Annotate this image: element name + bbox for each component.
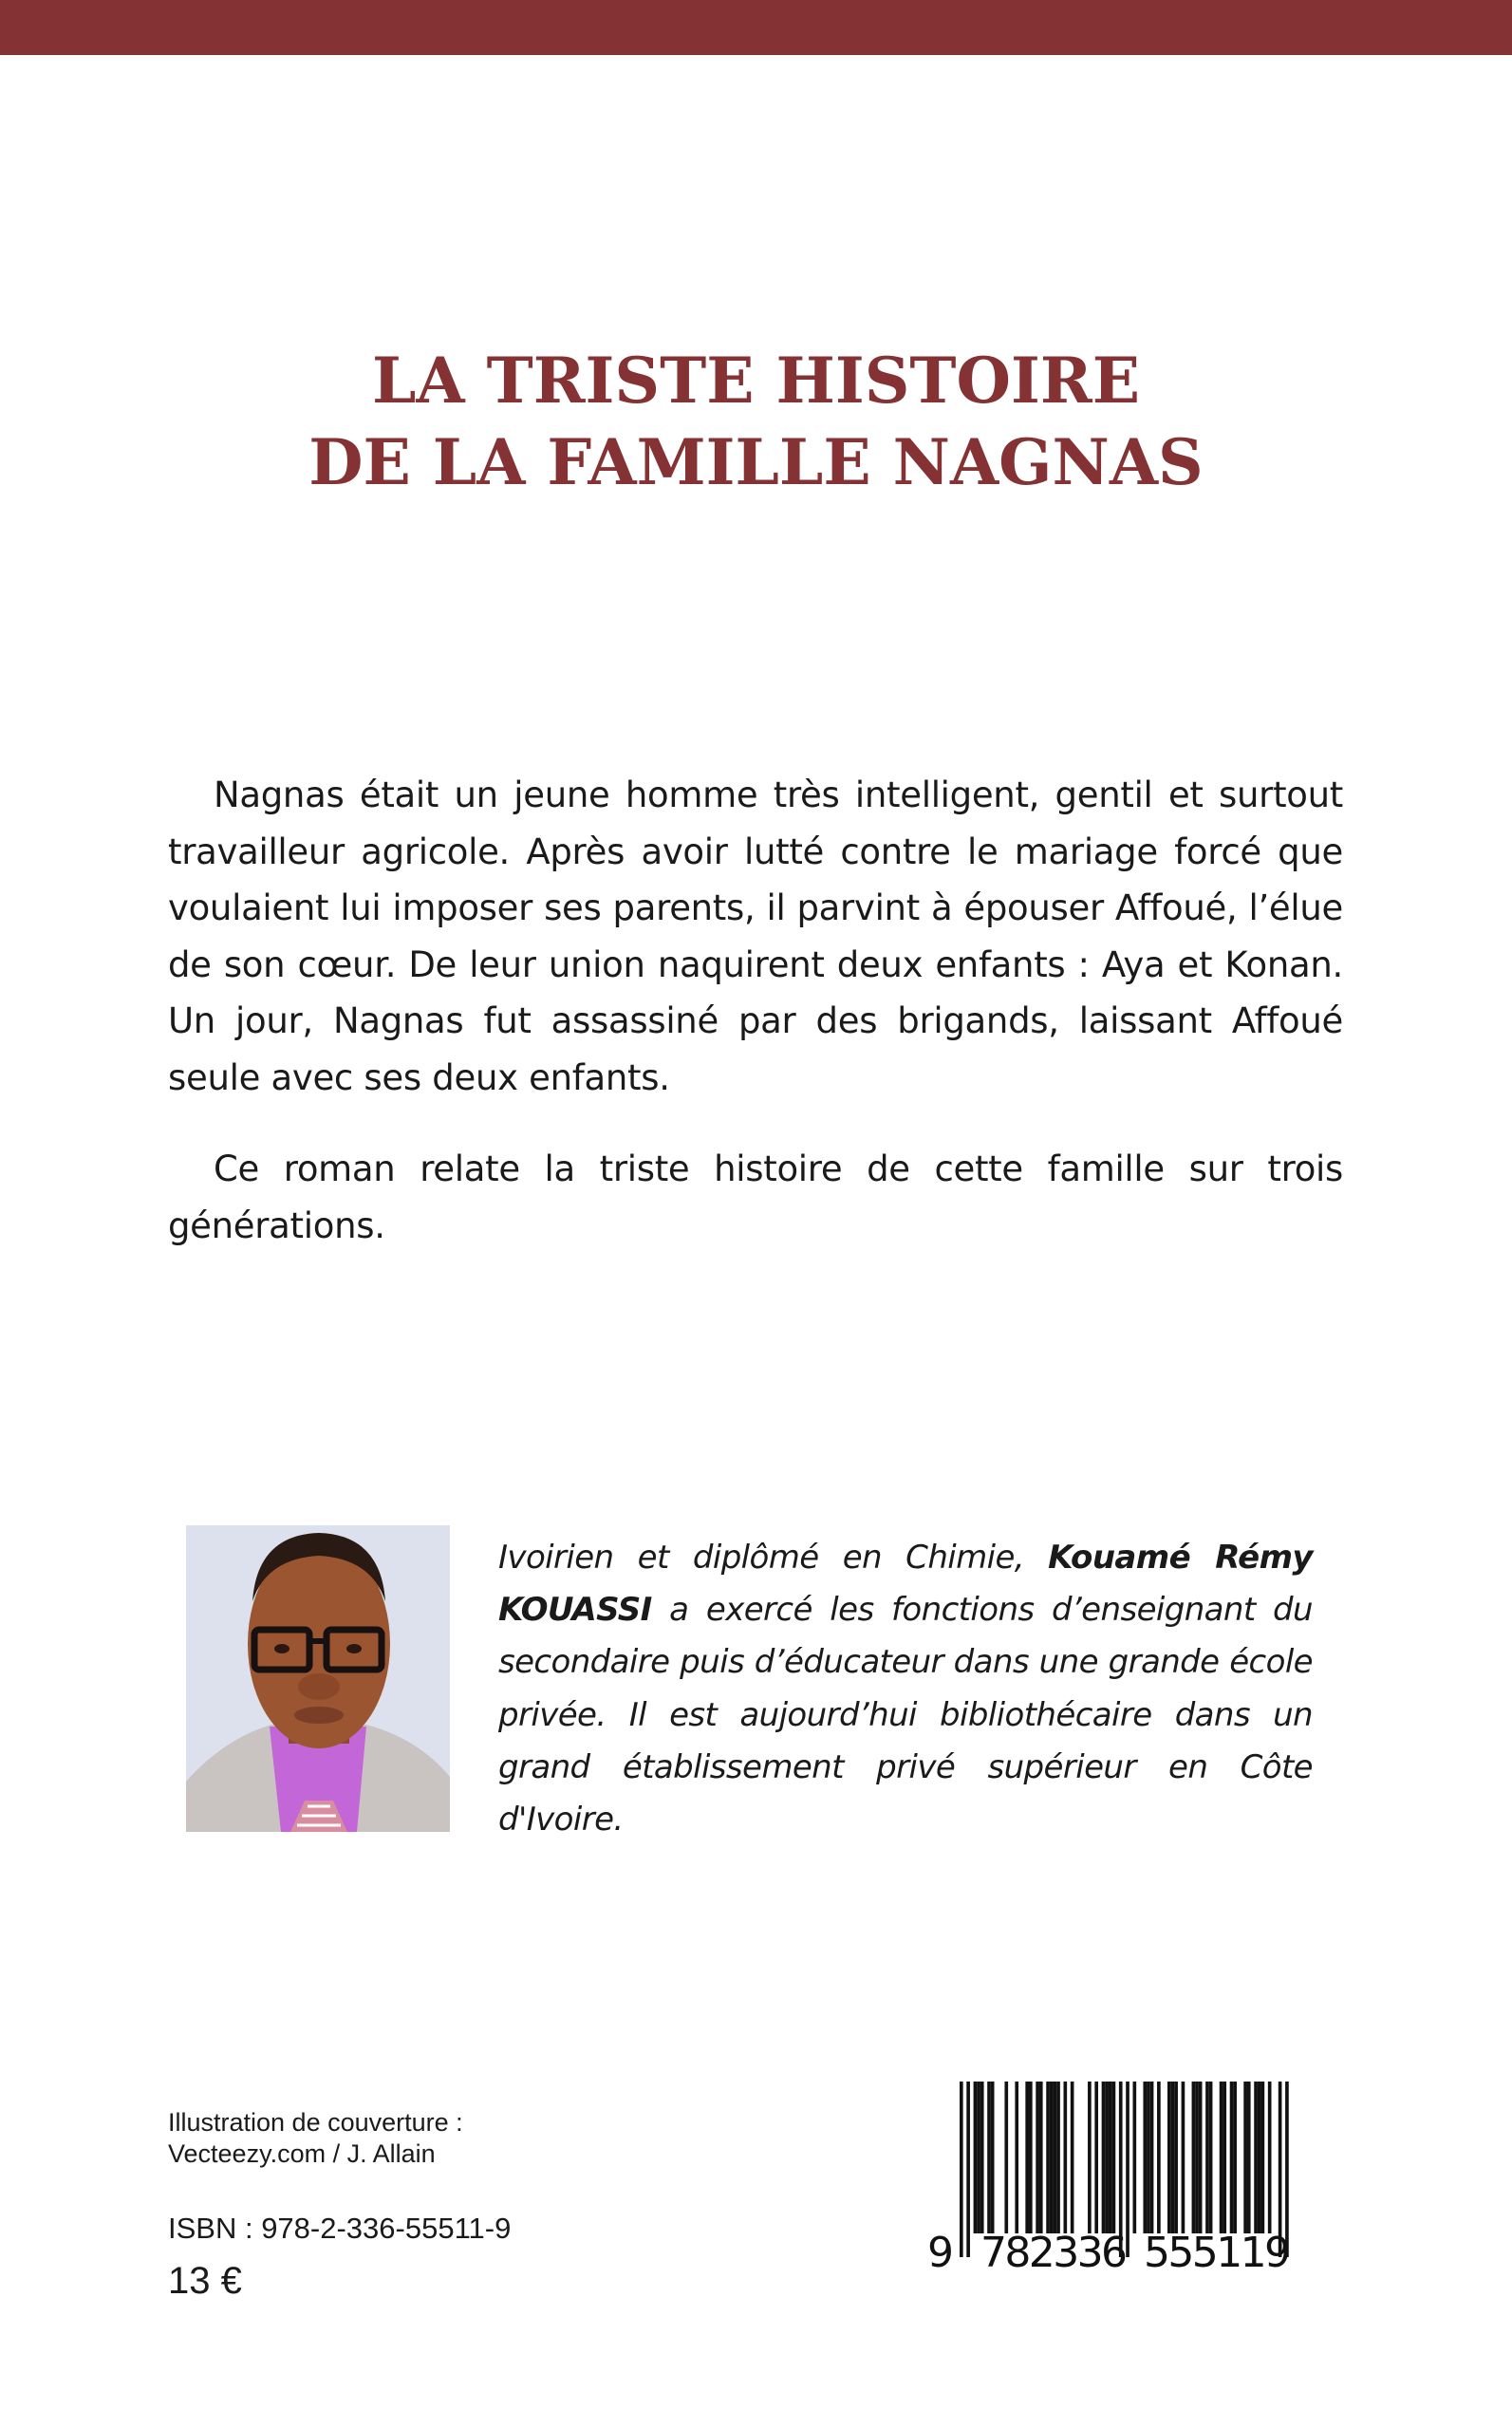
barcode-bar	[1199, 2082, 1203, 2233]
barcode-bar	[987, 2082, 991, 2233]
barcode-bar	[1050, 2082, 1054, 2233]
isbn-number: ISBN : 978-2-336-55511-9	[168, 2212, 512, 2245]
barcode-bar	[1167, 2082, 1171, 2233]
barcode-bar	[1182, 2082, 1185, 2233]
barcode-bar	[1112, 2082, 1116, 2233]
barcode-bar	[1036, 2082, 1039, 2233]
blurb-paragraph-2: Ce roman relate la triste histoire de cette famille sur trois générations.	[168, 1148, 1343, 1246]
barcode-right-group: 555119	[1144, 2229, 1291, 2273]
barcode-left-group: 782336	[980, 2229, 1128, 2273]
credit-label: Illustration de couverture :	[168, 2108, 463, 2137]
barcode-bar	[1015, 2082, 1018, 2233]
author-name: Kouamé Rémy KOUASSI	[498, 1539, 1313, 1630]
barcode-bar	[1147, 2082, 1150, 2233]
barcode-bar	[1220, 2082, 1223, 2233]
isbn-barcode	[925, 2074, 1324, 2273]
price: 13 €	[168, 2260, 242, 2302]
barcode-bar	[1195, 2082, 1199, 2233]
author-portrait-illustration	[186, 1525, 450, 1832]
barcode-bar	[1094, 2082, 1098, 2233]
barcode-bar	[1192, 2082, 1196, 2233]
barcode-bar	[1268, 2082, 1272, 2233]
barcode-bar	[974, 2082, 978, 2233]
barcode-bar	[1254, 2082, 1258, 2233]
barcode-bar	[1230, 2082, 1234, 2233]
barcode-bar	[966, 2082, 970, 2257]
back-cover-blurb	[168, 767, 1343, 1254]
credit-value: Vecteezy.com / J. Allain	[168, 2139, 436, 2168]
barcode-bar	[1029, 2082, 1033, 2233]
barcode-bar	[1233, 2082, 1237, 2233]
barcode-bar	[1056, 2082, 1060, 2233]
top-color-band	[0, 0, 1512, 55]
barcode-bar	[1247, 2082, 1251, 2233]
barcode-bar	[1157, 2082, 1161, 2233]
barcode-bar	[960, 2082, 963, 2257]
barcode-bar	[1054, 2082, 1057, 2233]
barcode-bar	[1143, 2082, 1147, 2233]
barcode-bar	[1088, 2082, 1092, 2233]
barcode-bar	[1102, 2082, 1106, 2233]
barcode-bar	[1109, 2082, 1112, 2233]
bio-intro: Ivoirien et diplômé en Chimie,	[498, 1539, 1049, 1577]
barcode-bar	[1205, 2082, 1209, 2233]
barcode-first-digit: 9	[927, 2229, 954, 2273]
barcode-bar	[1150, 2082, 1154, 2233]
barcode-bar	[1223, 2082, 1226, 2233]
blurb-paragraph-1: Nagnas était un jeune homme très intelligent, gentil et surtout travailleur agricole. Après avoir lutté contre le mariage forcé que voulaient lui imposer ses parents, il parvint à épouser Affoué, l’élue de son cœur. De leur union naquirent deux enfants : Aya et Konan. Un jour, Nagnas fut assassiné par des brigands, laissant Affoué seule avec ses deux enfants.	[168, 775, 1343, 1098]
barcode-bar	[991, 2082, 995, 2233]
barcode-bar	[1025, 2082, 1029, 2233]
barcode-bar	[980, 2082, 984, 2233]
author-bio	[498, 1532, 1313, 1846]
barcode-bar	[1046, 2082, 1050, 2233]
author-photo	[186, 1525, 450, 1832]
barcode-bar	[977, 2082, 980, 2233]
cover-illustration-credit	[168, 2107, 463, 2170]
barcode-bar	[1174, 2082, 1178, 2233]
book-title	[0, 340, 1512, 503]
title-line-2: DE LA FAMILLE NAGNAS	[308, 425, 1204, 499]
barcode-bar	[1039, 2082, 1043, 2233]
barcode-bar	[1261, 2082, 1265, 2233]
barcode-bar	[1071, 2082, 1074, 2233]
barcode-bar	[1171, 2082, 1175, 2233]
barcode-bar	[1064, 2082, 1068, 2233]
barcode-bar	[1133, 2082, 1137, 2233]
title-line-1: LA TRISTE HISTOIRE	[371, 344, 1140, 418]
barcode-bar	[1004, 2082, 1008, 2233]
barcode-bar	[1258, 2082, 1261, 2233]
barcode-bar	[1105, 2082, 1109, 2233]
barcode-bar	[1209, 2082, 1213, 2233]
bio-body: a exercé les fonctions d’enseignant du secondaire puis d’éducateur dans une grande école privée. Il est aujourd’hui bibliothécaire dans un grand établissement privé supérieur en Côte d'Ivoire.	[498, 1591, 1313, 1839]
barcode-bar	[1243, 2082, 1247, 2233]
